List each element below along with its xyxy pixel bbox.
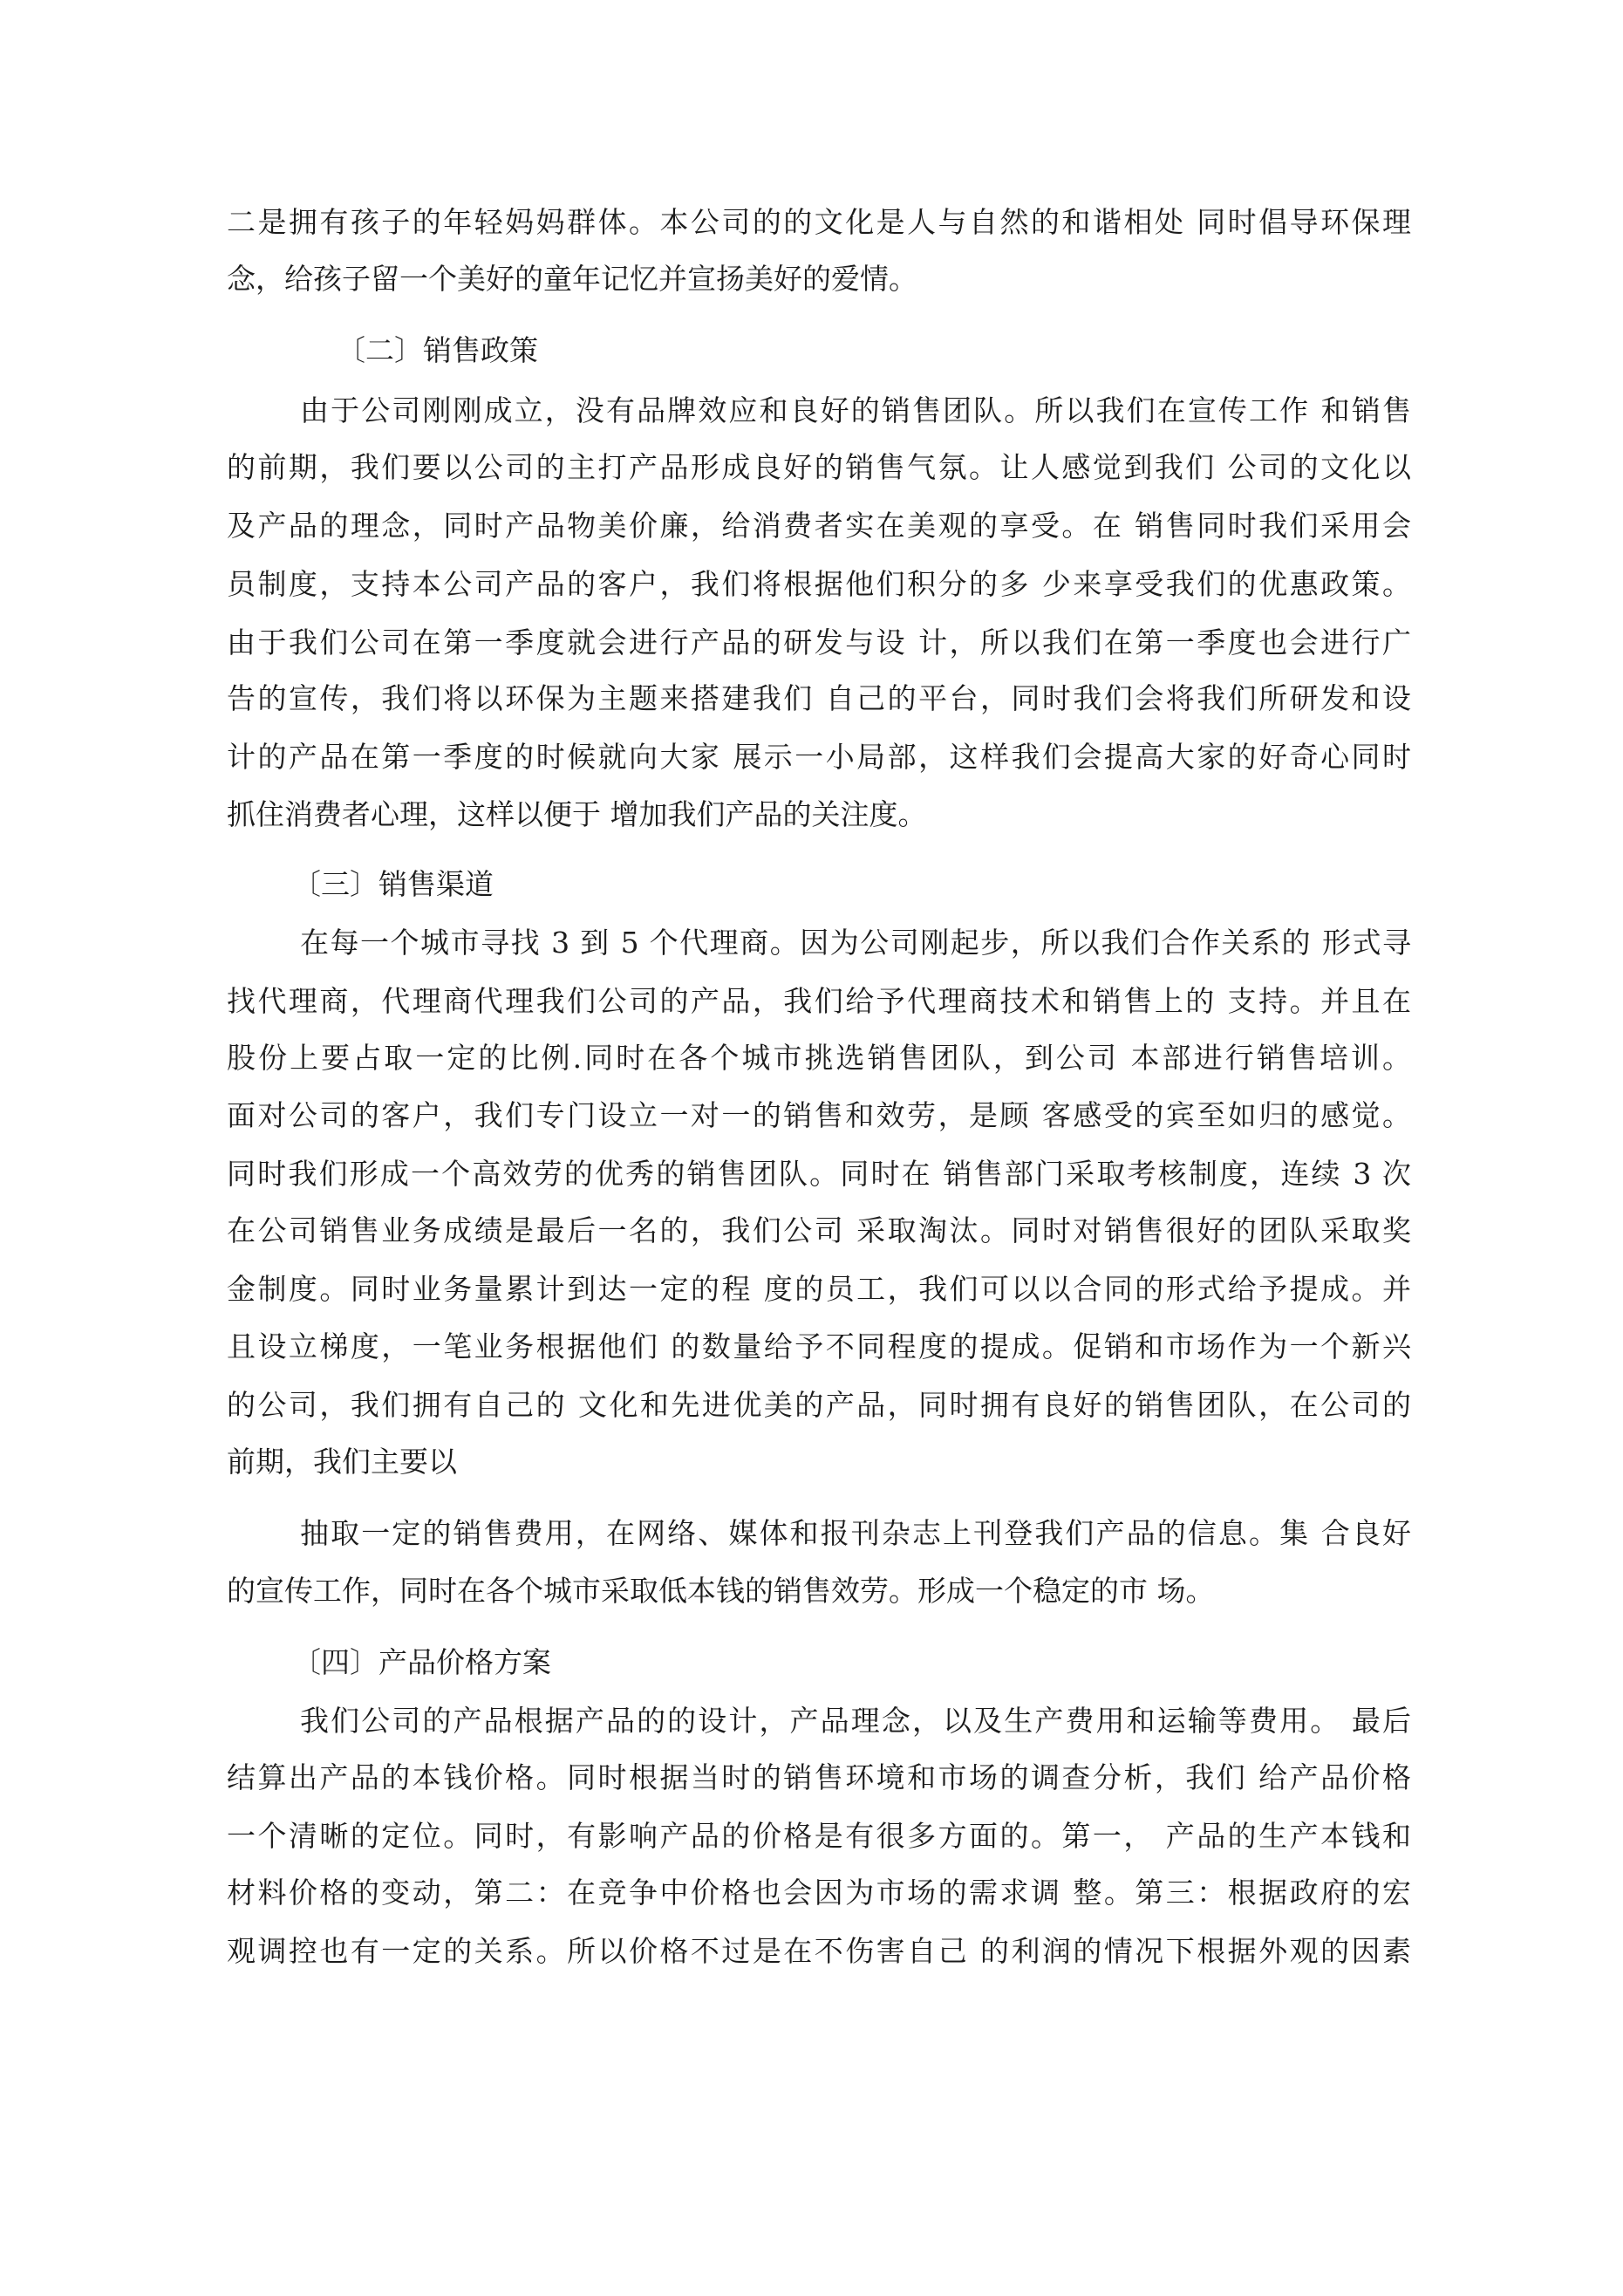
body-line: 计的产品在第一季度的时候就向大家 展示一小局部，这样我们会提高大家的好奇心同时: [227, 740, 1411, 774]
body-line: 在公司销售业务成绩是最后一名的，我们公司 采取淘汰。同时对销售很好的团队采取奖: [227, 1213, 1411, 1247]
body-line: 一个清晰的定位。同时，有影响产品的价格是有很多方面的。第一， 产品的生产本钱和: [227, 1819, 1411, 1853]
intro-line: 二是拥有孩子的年轻妈妈群体。本公司的的文化是人与自然的和谐相处 同时倡导环保理: [227, 205, 1411, 239]
body-line: 且设立梯度，一笔业务根据他们 的数量给予不同程度的提成。促销和市场作为一个新兴: [227, 1329, 1411, 1363]
body-line: 金制度。同时业务量累计到达一定的程 度的员工，我们可以以合同的形式给予提成。并: [227, 1272, 1411, 1306]
body-line: 前期，我们主要以: [227, 1445, 457, 1479]
body-line: 同时我们形成一个高效劳的优秀的销售团队。同时在 销售部门采取考核制度，连续 3 次: [227, 1157, 1411, 1191]
section-heading-sales-policy: 〔二〕销售政策: [337, 333, 538, 367]
body-line: 及产品的理念，同时产品物美价廉，给消费者实在美观的享受。在 销售同时我们采用会: [227, 509, 1411, 543]
section-heading-pricing-plan: 〔四〕产品价格方案: [292, 1645, 551, 1679]
body-line: 在每一个城市寻找 3 到 5 个代理商。因为公司刚起步，所以我们合作关系的 形式寻: [300, 926, 1411, 960]
body-line: 我们公司的产品根据产品的的设计，产品理念，以及生产费用和运输等费用。 最后: [300, 1704, 1411, 1738]
body-line: 面对公司的客户，我们专门设立一对一的销售和效劳，是顾 客感受的宾至如归的感觉。: [227, 1098, 1411, 1132]
body-line: 的公司，我们拥有自己的 文化和先进优美的产品，同时拥有良好的销售团队，在公司的: [227, 1388, 1411, 1422]
intro-line: 念，给孩子留一个美好的童年记忆并宣扬美好的爱情。: [227, 262, 917, 296]
body-line: 观调控也有一定的关系。所以价格不过是在不伤害自己 的利润的情况下根据外观的因素: [227, 1934, 1411, 1968]
body-line: 由于公司刚刚成立，没有品牌效应和良好的销售团队。所以我们在宣传工作 和销售: [300, 393, 1411, 427]
section-heading-sales-channels: 〔三〕销售渠道: [292, 867, 494, 901]
body-line: 员制度，支持本公司产品的客户，我们将根据他们积分的多 少来享受我们的优惠政策。: [227, 567, 1411, 601]
body-line: 由于我们公司在第一季度就会进行产品的研发与设 计，所以我们在第一季度也会进行广: [227, 625, 1411, 659]
body-line: 结算出产品的本钱价格。同时根据当时的销售环境和市场的调查分析，我们 给产品价格: [227, 1760, 1411, 1794]
body-line: 的宣传工作，同时在各个城市采取低本钱的销售效劳。形成一个稳定的市 场。: [227, 1574, 1215, 1608]
body-line: 告的宣传，我们将以环保为主题来搭建我们 自己的平台，同时我们会将我们所研发和设: [227, 681, 1411, 715]
body-line: 股份上要占取一定的比例.同时在各个城市挑选销售团队，到公司 本部进行销售培训。: [227, 1041, 1411, 1075]
body-line: 的前期，我们要以公司的主打产品形成良好的销售气氛。让人感觉到我们 公司的文化以: [227, 450, 1411, 484]
body-line: 抽取一定的销售费用，在网络、媒体和报刊杂志上刊登我们产品的信息。集 合良好: [300, 1516, 1411, 1550]
body-line: 材料价格的变动，第二：在竞争中价格也会因为市场的需求调 整。第三：根据政府的宏: [227, 1876, 1411, 1910]
body-line: 抓住消费者心理，这样以便于 增加我们产品的关注度。: [227, 797, 927, 831]
body-line: 找代理商，代理商代理我们公司的产品，我们给予代理商技术和销售上的 支持。并且在: [227, 984, 1411, 1018]
